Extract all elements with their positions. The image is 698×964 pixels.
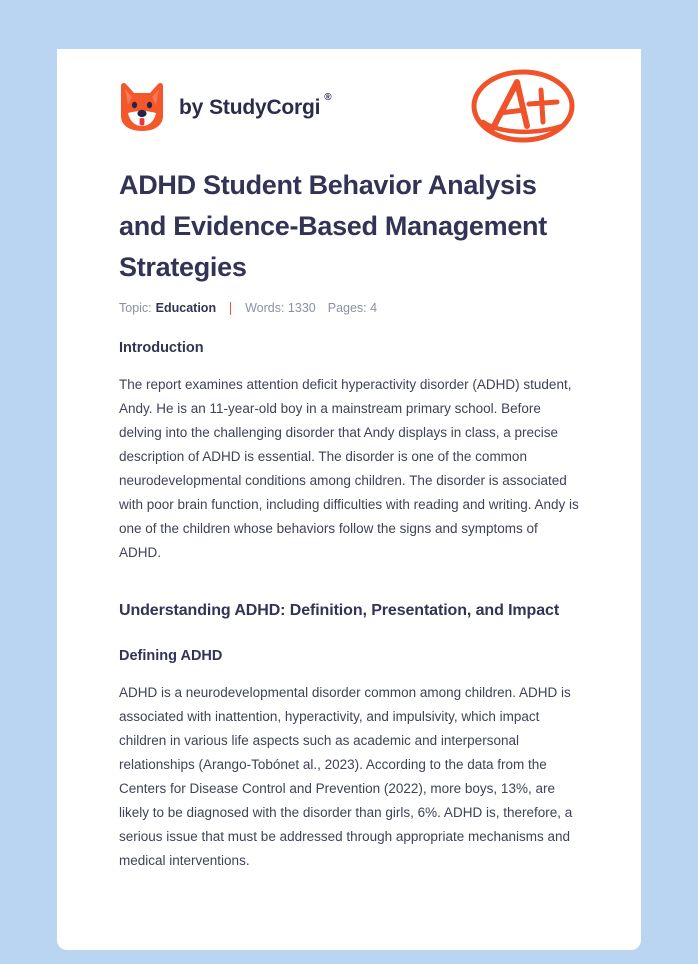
page-title: ADHD Student Behavior Analysis and Evidence-Based Management Strategies <box>119 170 547 282</box>
section-heading-introduction: Introduction <box>119 340 204 356</box>
page-header <box>119 49 579 149</box>
a-plus-grade-icon <box>467 66 579 148</box>
page-count: Pages: 4 <box>327 301 378 315</box>
brand-wordmark <box>179 91 332 119</box>
paragraph-defining-adhd: ADHD is a neurodevelopmental disorder common among children. ADHD is associated with inattention, hyperactivity, and impulsivity, which impact children in various life aspects such as academic and interpersonal relationships (Arango-Tobónet al., 2023). According to the data from the Centers for Disease Control and Prevention (2022), more boys, 13%, are likely to be diagnosed with the disorder than girls, 6%. ADHD is, therefore, a serious issue that must be addressed through appropriate mechanisms and medical interventions. <box>119 685 573 868</box>
meta-separator <box>230 302 231 315</box>
registered-trademark-icon: ® <box>324 91 332 103</box>
brand-logo[interactable] <box>119 82 331 132</box>
paragraph-introduction: The report examines attention deficit hyperactivity disorder (ADHD) student, Andy. He is an 11-year-old boy in a mainstream primary school. Before delving into the challenging disorder that Andy displays in class, a precise description of ADHD is essential. The disorder is one of the common neurodevelopmental conditions among children. The disorder is associated with poor brain function, including difficulties with reading and writing. Andy is one of the children whose behaviors follow the signs and symptoms of ADHD. <box>119 377 579 560</box>
corgi-icon <box>119 82 165 132</box>
section-heading-understanding-adhd: Understanding ADHD: Definition, Presentation, and Impact <box>119 602 560 619</box>
topic-label: Topic: <box>119 301 152 315</box>
document-page <box>57 49 641 950</box>
brand-prefix: by <box>179 95 204 119</box>
topic-value[interactable]: Education <box>155 301 217 315</box>
brand-name: StudyCorgi <box>209 95 321 119</box>
section-heading-defining-adhd: Defining ADHD <box>119 648 223 664</box>
word-count: Words: 1330 <box>245 301 316 315</box>
document-meta <box>119 301 579 315</box>
